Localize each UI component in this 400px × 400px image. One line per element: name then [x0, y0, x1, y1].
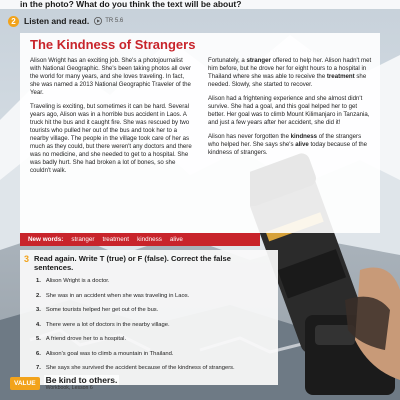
true-false-exercise: [20, 250, 278, 385]
list-item: 2. She was in an accident when she was traveling in Laos.: [36, 292, 190, 299]
exercise-instructions: Read again. Write T (true) or F (false). Correct the false sentences.: [34, 254, 231, 272]
article-paragraph: Alison had a frightening experience and she almost didn't survive. She had a goal, and this goal helped her to get better. Her goal was to climb Mount Kilimanjaro in Tanzania, and just a few years after her accident, she did it!: [208, 95, 370, 126]
audio-track-number: TR 5.6: [105, 18, 124, 24]
vocab-word: kindness: [290, 133, 318, 140]
article-paragraph: Alison has never forgotten the kindness of the strangers who helped her. She says she's alive today because of the kindness of strangers.: [208, 133, 368, 156]
list-item: 4. There were a lot of doctors in the nearby village.: [36, 321, 170, 328]
value-message: Be kind to others.: [45, 375, 118, 385]
audio-icon: [94, 17, 103, 25]
exercise-header: [24, 254, 264, 272]
new-word: treatment: [102, 236, 130, 243]
exercise-list: [36, 278, 236, 380]
audio-track[interactable]: [94, 17, 123, 25]
list-item: 6. Alison's goal was to climb a mountain in Thailand.: [36, 350, 174, 357]
vocab-word: stranger: [246, 57, 271, 64]
exercise-number: 3: [24, 254, 30, 264]
article-paragraph: Fortunately, a stranger offered to help her. Alison hadn't met him before, but he drove her for eight hours to a hospital in Thailand where she was able to receive the treatment she needed. Slowly, she started to recover.: [208, 57, 372, 88]
list-item: 1. Alison Wright is a doctor.: [36, 278, 110, 284]
new-word: stranger: [71, 236, 95, 243]
value-badge: VALUE: [10, 377, 40, 390]
value-callout: [0, 372, 120, 394]
list-item: 7. She says she survived the accident because of the kindness of strangers.: [36, 365, 235, 371]
list-item: 3. Some tourists helped her get out of the bus.: [36, 307, 159, 313]
exercise-number-badge: 2: [8, 16, 19, 27]
intro-question: in the photo? What do you think the text will be about?: [0, 0, 400, 9]
article-left-column: [30, 57, 192, 181]
new-words-bar: [20, 233, 260, 246]
vocab-word: treatment: [326, 73, 355, 80]
new-word: alive: [169, 236, 183, 243]
article-paragraph: Alison Wright has an exciting job. She's a photojournalist with National Geographic. She's been taking photos all over the world for many years, and she loves traveling. In fact, she was named a 2013 National Geographic Traveler of the Year.: [30, 57, 192, 96]
new-word: kindness: [137, 236, 162, 243]
article-title: The Kindness of Strangers: [30, 37, 196, 52]
article-right-column: [208, 57, 372, 163]
listen-instruction: [8, 15, 123, 27]
reading-article: [20, 33, 380, 233]
listen-label: Listen and read.: [24, 16, 90, 26]
new-words-label: New words:: [28, 236, 64, 243]
workbook-reference: Workbook, Lesson 6: [45, 385, 93, 391]
vocab-word: alive: [295, 141, 309, 148]
article-paragraph: Traveling is exciting, but sometimes it can be hard. Several years ago, Alison was in a horrible bus accident in Laos. A truck hit the bus and it caught fire. She was rescued by two tourists who pulled her out of the bus and took her to a nearby village. The people in the village took care of her as much as they could, but there weren't any doctors and there was no medicine, and she needed to get to a hospital. She was badly hurt. She had broken a lot of bones, so she couldn't walk.: [30, 103, 192, 174]
list-item: 5. A friend drove her to a hospital.: [36, 336, 127, 342]
